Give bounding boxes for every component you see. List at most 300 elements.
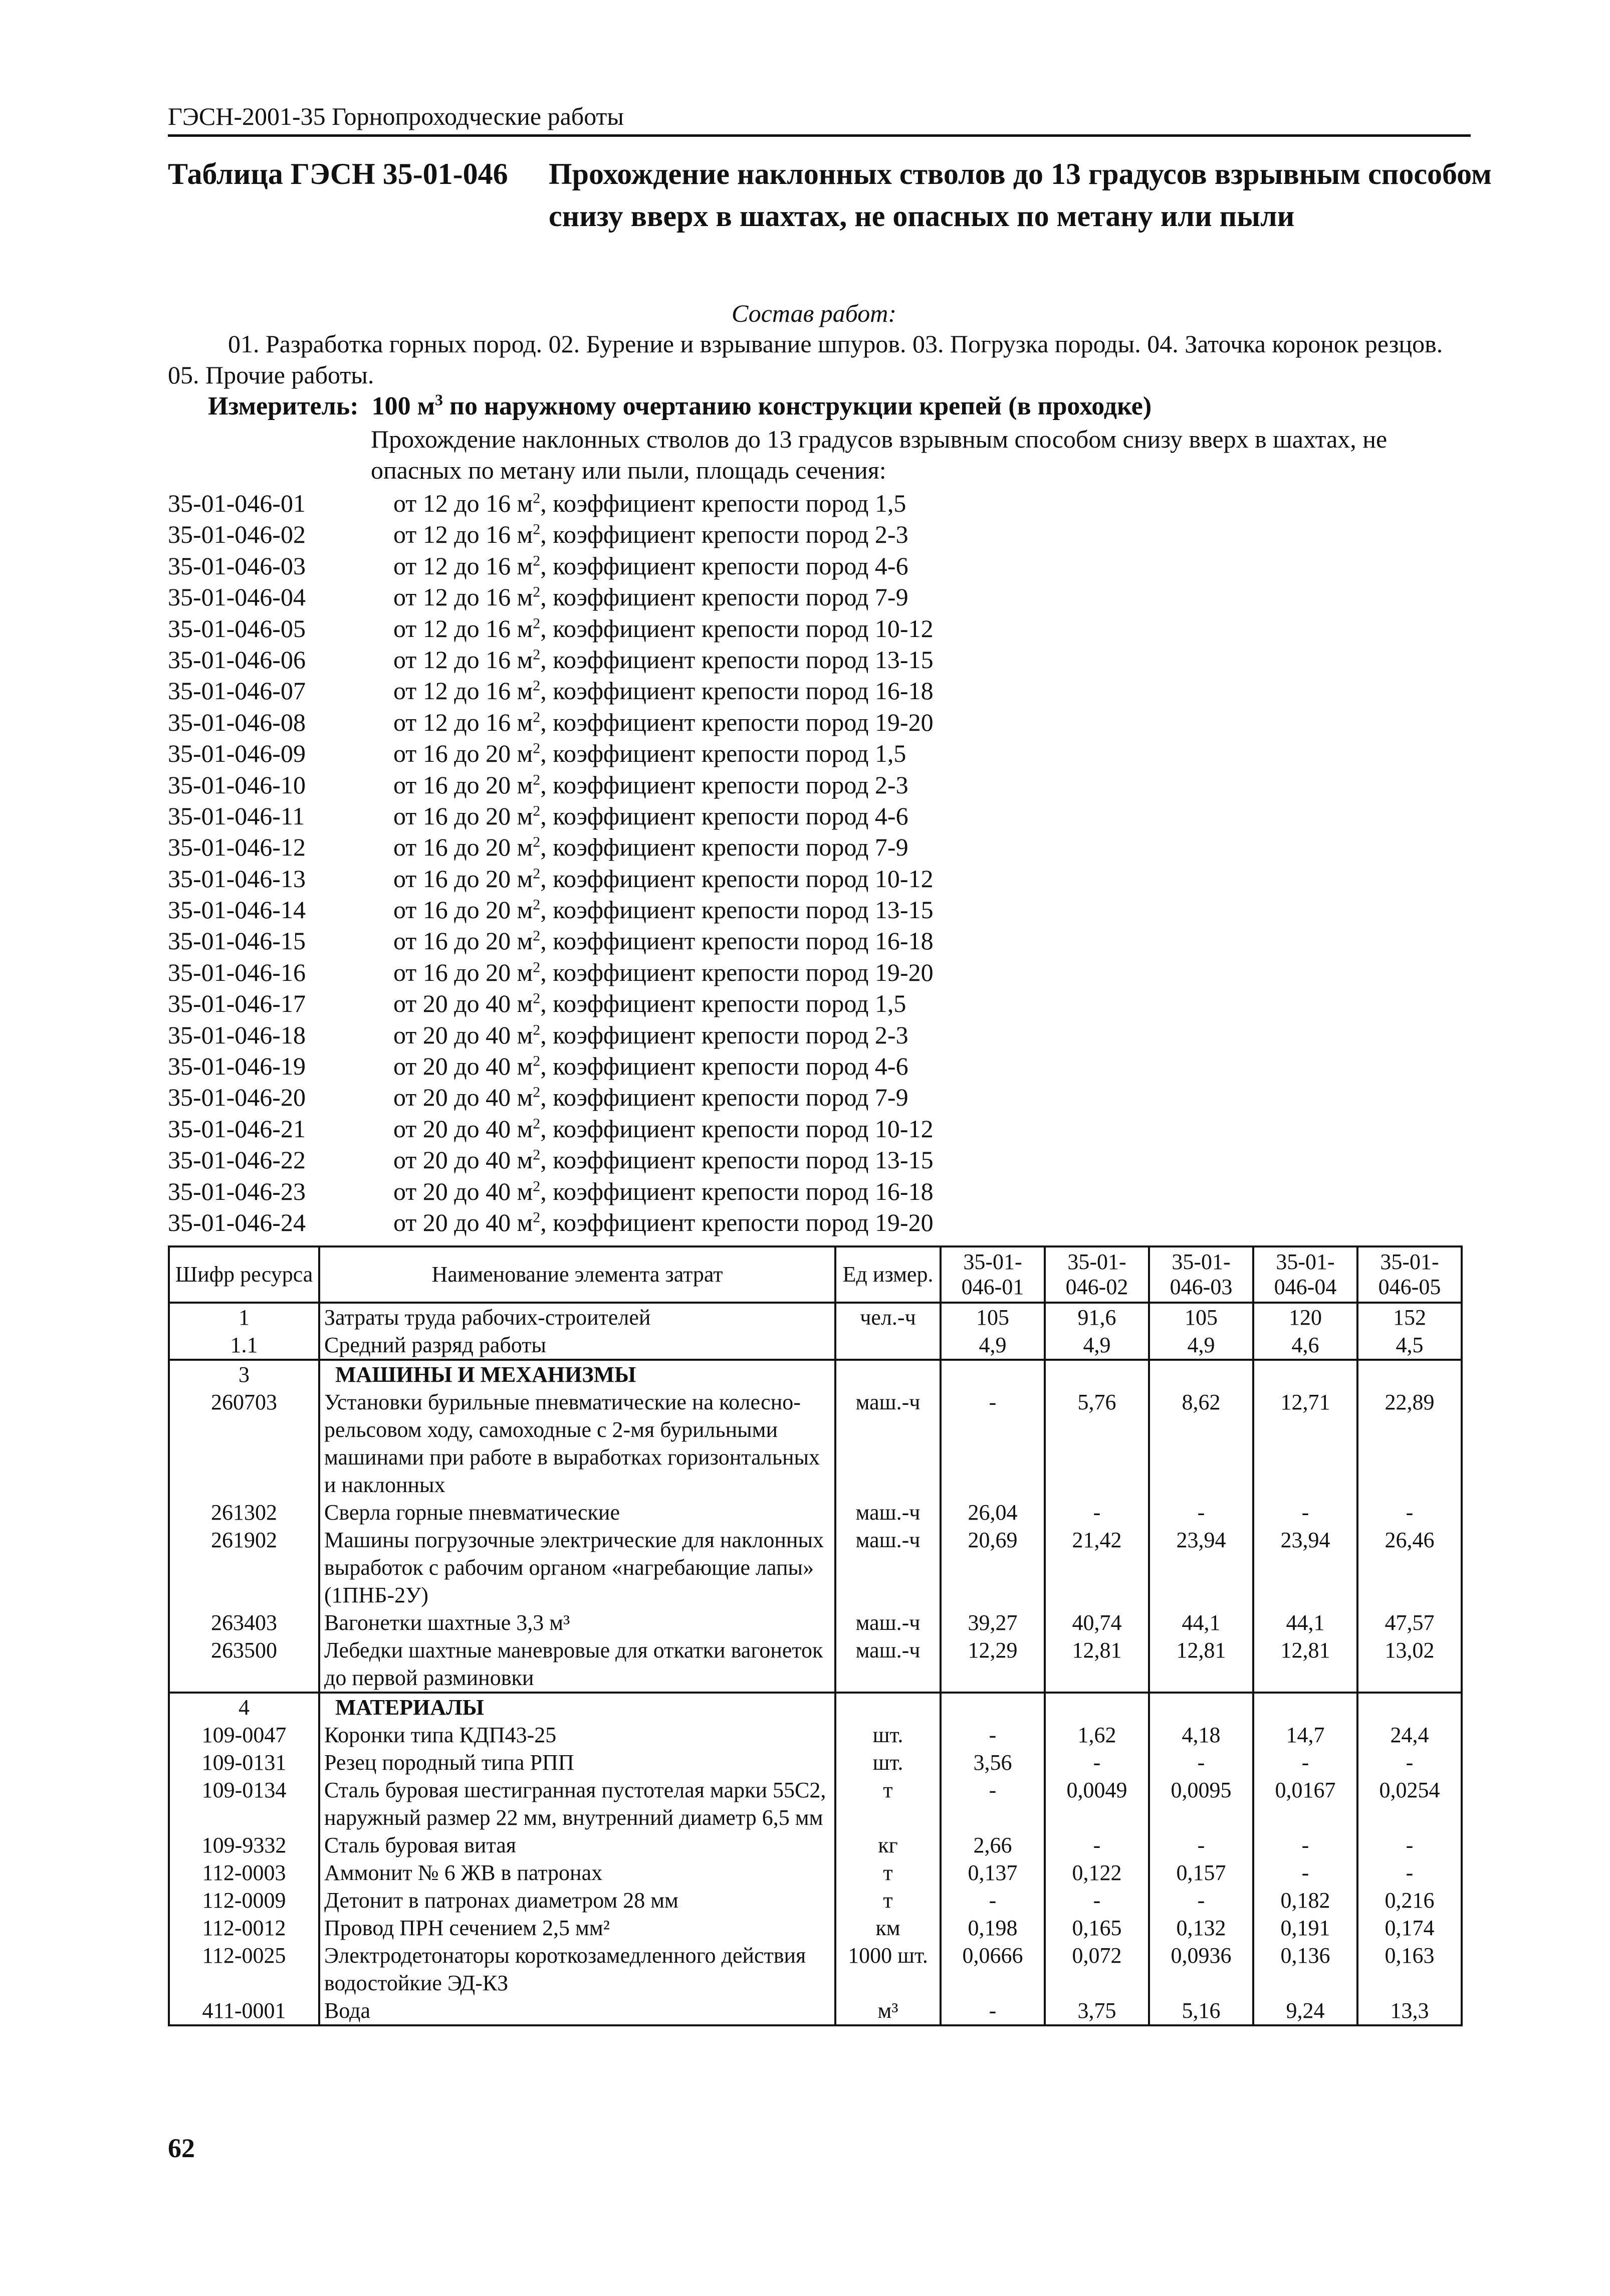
code-area: от 12 до 16 м <box>393 551 533 580</box>
code-rest: , коэффициент крепости пород 4-6 <box>540 801 908 830</box>
code-rest: , коэффициент крепости пород 10-12 <box>540 614 934 643</box>
resource-value: 0,0167 <box>1253 1776 1357 1831</box>
resource-unit: шт. <box>835 1749 941 1776</box>
resource-value: 3,75 <box>1045 1997 1149 2025</box>
resource-value <box>1253 1693 1357 1721</box>
resource-unit: маш.-ч <box>835 1609 941 1636</box>
resource-value: - <box>1149 1749 1253 1776</box>
code-rest: , коэффициент крепости пород 2-3 <box>540 520 908 549</box>
resource-value: - <box>1357 1831 1462 1859</box>
resource-value: 120 <box>1253 1303 1357 1331</box>
resource-unit: маш.-ч <box>835 1499 941 1526</box>
resource-value: - <box>1045 1749 1149 1776</box>
resource-value: 13,02 <box>1357 1636 1462 1693</box>
table-row <box>169 1609 1462 1636</box>
code-id: 35-01-046-04 <box>168 583 306 611</box>
code-area: от 16 до 20 м <box>393 958 533 986</box>
code-description <box>393 894 934 925</box>
code-row <box>168 1082 1471 1113</box>
resource-code: 261302 <box>169 1499 319 1526</box>
header-cell: Шифр ресурса <box>169 1246 319 1303</box>
code-row <box>168 831 1471 863</box>
resource-value: 20,69 <box>941 1526 1045 1609</box>
code-area: от 20 до 40 м <box>393 1083 533 1112</box>
resource-value: 4,9 <box>941 1331 1045 1360</box>
table-title-text: Прохождение наклонных стволов до 13 градусов взрывным способом снизу вверх в шахтах, не опасных по метану или пыли <box>549 157 1492 233</box>
resource-value <box>1357 1693 1462 1721</box>
code-description <box>393 1207 934 1238</box>
code-description <box>393 1051 908 1082</box>
table-row <box>169 1360 1462 1388</box>
page-number: 62 <box>168 2133 195 2163</box>
resource-value: 4,9 <box>1149 1331 1253 1360</box>
code-description <box>393 1176 934 1207</box>
resource-unit: т <box>835 1859 941 1887</box>
code-row <box>168 925 1471 956</box>
resource-code: 112-0009 <box>169 1887 319 1914</box>
meter-value: 100 м <box>371 392 435 421</box>
resource-value: - <box>941 1997 1045 2025</box>
code-row <box>168 1176 1471 1207</box>
resource-name: Затраты труда рабочих-строителей <box>319 1303 835 1331</box>
code-rest: , коэффициент крепости пород 16-18 <box>540 677 934 705</box>
resource-value: - <box>1045 1887 1149 1914</box>
resource-unit: чел.-ч <box>835 1303 941 1331</box>
code-rest: , коэффициент крепости пород 16-18 <box>540 927 934 955</box>
table-body <box>169 1303 1462 2025</box>
resource-value: 0,0936 <box>1149 1942 1253 1997</box>
header-cell: Ед измер. <box>835 1246 941 1303</box>
code-area-sup: 2 <box>533 1209 541 1226</box>
table-row <box>169 1526 1462 1609</box>
resource-code: 1.1 <box>169 1331 319 1360</box>
code-area-sup: 2 <box>533 1146 541 1163</box>
table-row <box>169 1331 1462 1360</box>
code-id: 35-01-046-07 <box>168 677 306 705</box>
resource-value: 4,9 <box>1045 1331 1149 1360</box>
code-area: от 20 до 40 м <box>393 1208 533 1236</box>
resource-value: 44,1 <box>1149 1609 1253 1636</box>
resource-value: 9,24 <box>1253 1997 1357 2025</box>
code-id: 35-01-046-10 <box>168 770 306 799</box>
resource-value: 0,198 <box>941 1914 1045 1942</box>
resource-unit: кг <box>835 1831 941 1859</box>
resource-value: 12,81 <box>1149 1636 1253 1693</box>
resource-code: 3 <box>169 1360 319 1388</box>
code-area: от 12 до 16 м <box>393 645 533 674</box>
code-rest: , коэффициент крепости пород 19-20 <box>540 1208 934 1236</box>
code-id: 35-01-046-18 <box>168 1020 306 1049</box>
code-id: 35-01-046-05 <box>168 614 306 643</box>
code-area: от 20 до 40 м <box>393 989 533 1018</box>
resource-name: Провод ПРН сечением 2,5 мм² <box>319 1914 835 1942</box>
code-area-sup: 2 <box>533 646 541 663</box>
resource-value: 0,072 <box>1045 1942 1149 1997</box>
code-area-sup: 2 <box>533 833 541 851</box>
code-id: 35-01-046-23 <box>168 1177 306 1205</box>
code-area: от 12 до 16 м <box>393 708 533 736</box>
resource-value: - <box>1357 1859 1462 1887</box>
resource-name: Коронки типа КДП43-25 <box>319 1721 835 1749</box>
resource-value: 0,0095 <box>1149 1776 1253 1831</box>
code-area-sup: 2 <box>533 614 541 632</box>
resource-value: 14,7 <box>1253 1721 1357 1749</box>
resource-value: - <box>1253 1499 1357 1526</box>
code-area: от 12 до 16 м <box>393 489 533 517</box>
code-area: от 16 до 20 м <box>393 927 533 955</box>
code-id: 35-01-046-24 <box>168 1208 306 1236</box>
table-row <box>169 1887 1462 1914</box>
resource-value: 0,165 <box>1045 1914 1149 1942</box>
header-cell: 35-01-046-01 <box>941 1246 1045 1303</box>
resource-value: 105 <box>941 1303 1045 1331</box>
code-row <box>168 707 1471 738</box>
resource-value: 0,0049 <box>1045 1776 1149 1831</box>
code-area-sup: 2 <box>533 1053 541 1070</box>
table-row <box>169 1721 1462 1749</box>
resource-value: 5,16 <box>1149 1997 1253 2025</box>
code-description <box>393 707 934 738</box>
code-description <box>393 863 934 894</box>
resource-value <box>1045 1693 1149 1721</box>
table-row <box>169 1859 1462 1887</box>
header-rule <box>168 134 1471 137</box>
resource-value: 12,81 <box>1253 1636 1357 1693</box>
code-description <box>393 581 908 612</box>
code-area: от 20 до 40 м <box>393 1114 533 1143</box>
meter-sup: 3 <box>435 390 443 409</box>
resource-value: 0,157 <box>1149 1859 1253 1887</box>
resource-value: 24,4 <box>1357 1721 1462 1749</box>
code-row <box>168 957 1471 988</box>
code-area: от 16 до 20 м <box>393 739 533 768</box>
resource-unit <box>835 1693 941 1721</box>
code-id: 35-01-046-02 <box>168 520 306 549</box>
code-id: 35-01-046-11 <box>168 801 305 830</box>
meter-rest: по наружному очертанию конструкции крепей (в проходке) <box>443 392 1152 421</box>
code-area: от 16 до 20 м <box>393 833 533 862</box>
resource-name: Резец породный типа РПП <box>319 1749 835 1776</box>
header-cell: 35-01-046-04 <box>1253 1246 1357 1303</box>
resource-unit: шт. <box>835 1721 941 1749</box>
code-area: от 12 до 16 м <box>393 677 533 705</box>
code-id: 35-01-046-14 <box>168 896 306 924</box>
resource-unit <box>835 1331 941 1360</box>
intro-text: Прохождение наклонных стволов до 13 градусов взрывным способом снизу вверх в шахтах, не опасных по метану или пыли, площадь сечения: <box>371 425 1388 484</box>
code-description <box>393 800 908 831</box>
code-area-sup: 2 <box>533 959 541 976</box>
code-area: от 12 до 16 м <box>393 614 533 643</box>
resource-value: 0,174 <box>1357 1914 1462 1942</box>
resource-name: Сталь буровая шестигранная пустотелая марки 55С2, наружный размер 22 мм, внутренний диаметр 6,5 мм <box>319 1776 835 1831</box>
code-area-sup: 2 <box>533 1084 541 1101</box>
resource-value: 0,0666 <box>941 1942 1045 1997</box>
resource-code: 109-0131 <box>169 1749 319 1776</box>
header-cell: 35-01-046-05 <box>1357 1246 1462 1303</box>
resource-value: 0,191 <box>1253 1914 1357 1942</box>
code-id: 35-01-046-12 <box>168 833 306 862</box>
resource-value: 22,89 <box>1357 1388 1462 1499</box>
code-area: от 12 до 16 м <box>393 583 533 611</box>
code-description <box>393 957 934 988</box>
code-rest: , коэффициент крепости пород 19-20 <box>540 708 934 736</box>
code-row <box>168 1113 1471 1144</box>
resource-unit: маш.-ч <box>835 1388 941 1499</box>
resource-value: - <box>1149 1499 1253 1526</box>
resource-value: 26,04 <box>941 1499 1045 1526</box>
resource-value: - <box>941 1721 1045 1749</box>
resource-value: - <box>941 1776 1045 1831</box>
code-rest: , коэффициент крепости пород 10-12 <box>540 864 934 893</box>
resource-value: 39,27 <box>941 1609 1045 1636</box>
code-rest: , коэффициент крепости пород 2-3 <box>540 1020 908 1049</box>
resource-value: 0,0254 <box>1357 1776 1462 1831</box>
resource-value: 23,94 <box>1149 1526 1253 1609</box>
code-rest: , коэффициент крепости пород 1,5 <box>540 989 906 1018</box>
resource-value: 44,1 <box>1253 1609 1357 1636</box>
code-area: от 12 до 16 м <box>393 520 533 549</box>
resource-value: - <box>1357 1749 1462 1776</box>
resource-value: 0,163 <box>1357 1942 1462 1997</box>
code-description <box>393 488 906 519</box>
code-area-sup: 2 <box>533 990 541 1007</box>
resource-name: Вагонетки шахтные 3,3 м³ <box>319 1609 835 1636</box>
resource-value: 40,74 <box>1045 1609 1149 1636</box>
code-area-sup: 2 <box>533 896 541 913</box>
resource-name: МАТЕРИАЛЫ <box>319 1693 835 1721</box>
resource-value: 0,216 <box>1357 1887 1462 1914</box>
resource-value <box>1357 1360 1462 1388</box>
code-description <box>393 738 906 769</box>
resource-value: 0,137 <box>941 1859 1045 1887</box>
resource-code: 411-0001 <box>169 1997 319 2025</box>
table-row <box>169 1499 1462 1526</box>
code-description <box>393 1113 934 1144</box>
code-area-sup: 2 <box>533 709 541 726</box>
code-area: от 20 до 40 м <box>393 1146 533 1174</box>
code-area: от 20 до 40 м <box>393 1052 533 1081</box>
resource-code: 263403 <box>169 1609 319 1636</box>
header-cell: 35-01-046-02 <box>1045 1246 1149 1303</box>
resource-value: 0,136 <box>1253 1942 1357 1997</box>
code-rest: , коэффициент крепости пород 13-15 <box>540 645 934 674</box>
code-area: от 20 до 40 м <box>393 1177 533 1205</box>
resource-code: 109-0047 <box>169 1721 319 1749</box>
code-rest: , коэффициент крепости пород 13-15 <box>540 1146 934 1174</box>
code-area-sup: 2 <box>533 1021 541 1038</box>
code-row <box>168 894 1471 925</box>
resource-unit: т <box>835 1776 941 1831</box>
resource-code: 1 <box>169 1303 319 1331</box>
code-area-sup: 2 <box>533 552 541 569</box>
code-area: от 16 до 20 м <box>393 864 533 893</box>
table-row <box>169 1776 1462 1831</box>
code-rest: , коэффициент крепости пород 4-6 <box>540 1052 908 1081</box>
code-rest: , коэффициент крепости пород 7-9 <box>540 583 908 611</box>
code-id: 35-01-046-01 <box>168 489 306 517</box>
code-area-sup: 2 <box>533 1115 541 1132</box>
resource-value: - <box>1149 1887 1253 1914</box>
code-description <box>393 550 908 581</box>
resource-value: 12,29 <box>941 1636 1045 1693</box>
code-row <box>168 675 1471 706</box>
resource-unit: м³ <box>835 1997 941 2025</box>
table-row <box>169 1303 1462 1331</box>
composition-heading: Состав работ: <box>732 299 897 327</box>
resource-value: 91,6 <box>1045 1303 1149 1331</box>
code-description <box>393 925 934 956</box>
code-description <box>393 675 934 706</box>
code-description <box>393 769 908 800</box>
resource-name: Сталь буровая витая <box>319 1831 835 1859</box>
resource-value <box>1149 1360 1253 1388</box>
header-cell: Наименование элемента затрат <box>319 1246 835 1303</box>
code-row <box>168 988 1471 1019</box>
resource-value: 4,18 <box>1149 1721 1253 1749</box>
code-rest: , коэффициент крепости пород 1,5 <box>540 739 906 768</box>
table-row <box>169 1997 1462 2025</box>
resource-value: 12,71 <box>1253 1388 1357 1499</box>
resource-name: Электродетонаторы короткозамедленного действия водостойкие ЭД-КЗ <box>319 1942 835 1997</box>
resource-code: 260703 <box>169 1388 319 1499</box>
resource-name: Вода <box>319 1997 835 2025</box>
code-area-sup: 2 <box>533 1177 541 1194</box>
code-area: от 16 до 20 м <box>393 896 533 924</box>
code-description <box>393 1019 908 1051</box>
code-area: от 16 до 20 м <box>393 801 533 830</box>
resource-code: 263500 <box>169 1636 319 1693</box>
table-row <box>169 1749 1462 1776</box>
resource-value: - <box>1149 1831 1253 1859</box>
resource-value: 12,81 <box>1045 1636 1149 1693</box>
resource-value: 47,57 <box>1357 1609 1462 1636</box>
resource-code: 109-0134 <box>169 1776 319 1831</box>
resource-name: Аммонит № 6 ЖВ в патронах <box>319 1859 835 1887</box>
code-row <box>168 769 1471 800</box>
resource-name: Средний разряд работы <box>319 1331 835 1360</box>
resource-unit: т <box>835 1887 941 1914</box>
resource-value: 26,46 <box>1357 1526 1462 1609</box>
resource-unit: маш.-ч <box>835 1526 941 1609</box>
running-header: ГЭСН-2001-35 Горнопроходческие работы <box>168 102 624 130</box>
resource-value: - <box>941 1388 1045 1499</box>
meter-line <box>208 391 1152 422</box>
code-row <box>168 613 1471 644</box>
resource-value <box>941 1693 1045 1721</box>
code-id: 35-01-046-17 <box>168 989 306 1018</box>
resource-value: 2,66 <box>941 1831 1045 1859</box>
code-rest: , коэффициент крепости пород 2-3 <box>540 770 908 799</box>
resource-value: 105 <box>1149 1303 1253 1331</box>
code-id: 35-01-046-16 <box>168 958 306 986</box>
code-description <box>393 613 934 644</box>
table-row <box>169 1636 1462 1693</box>
code-row <box>168 738 1471 769</box>
resource-name: МАШИНЫ И МЕХАНИЗМЫ <box>319 1360 835 1388</box>
code-description <box>393 1082 908 1113</box>
resource-name: Сверла горные пневматические <box>319 1499 835 1526</box>
resource-code: 112-0012 <box>169 1914 319 1942</box>
resource-value: 21,42 <box>1045 1526 1149 1609</box>
resource-value: 4,6 <box>1253 1331 1357 1360</box>
resource-name: Машины погрузочные электрические для наклонных выработок с рабочим органом «нагребающие лапы» (1ПНБ-2У) <box>319 1526 835 1609</box>
composition-text: 01. Разработка горных пород. 02. Бурение и взрывание шпуров. 03. Погрузка породы. 04. Заточка коронок резцов. 05. Прочие работы. <box>168 330 1443 389</box>
resource-code: 261902 <box>169 1526 319 1609</box>
code-id: 35-01-046-20 <box>168 1083 306 1112</box>
resource-value: 0,132 <box>1149 1914 1253 1942</box>
header-cell: 35-01-046-03 <box>1149 1246 1253 1303</box>
code-description <box>393 519 908 550</box>
resource-value: 0,122 <box>1045 1859 1149 1887</box>
resource-unit: км <box>835 1914 941 1942</box>
resource-value: 5,76 <box>1045 1388 1149 1499</box>
code-area-sup: 2 <box>533 740 541 757</box>
resource-name: Установки бурильные пневматические на колесно-рельсовом ходу, самоходные с 2-мя бурильными машинами при работе в выработках горизонтальных и наклонных <box>319 1388 835 1499</box>
resource-value: 3,56 <box>941 1749 1045 1776</box>
cost-table <box>168 1245 1463 2026</box>
code-row <box>168 550 1471 581</box>
resource-value: - <box>1253 1859 1357 1887</box>
table-title-label: Таблица ГЭСН 35-01-046 <box>168 157 508 190</box>
code-rest: , коэффициент крепости пород 7-9 <box>540 833 908 862</box>
code-row <box>168 581 1471 612</box>
code-id: 35-01-046-21 <box>168 1114 306 1143</box>
table-row <box>169 1942 1462 1997</box>
resource-code: 109-9332 <box>169 1831 319 1859</box>
resource-value: 4,5 <box>1357 1331 1462 1360</box>
code-rest: , коэффициент крепости пород 16-18 <box>540 1177 934 1205</box>
code-row <box>168 488 1471 519</box>
code-area: от 20 до 40 м <box>393 1020 533 1049</box>
code-row <box>168 1019 1471 1051</box>
resource-unit <box>835 1360 941 1388</box>
code-row <box>168 1207 1471 1238</box>
table-row <box>169 1831 1462 1859</box>
code-description <box>393 1144 934 1175</box>
resource-value: - <box>1045 1499 1149 1526</box>
resource-value <box>1253 1360 1357 1388</box>
code-area-sup: 2 <box>533 927 541 944</box>
code-area-sup: 2 <box>533 583 541 600</box>
code-area-sup: 2 <box>533 490 541 507</box>
code-id: 35-01-046-03 <box>168 551 306 580</box>
resource-value <box>941 1360 1045 1388</box>
code-area-sup: 2 <box>533 802 541 819</box>
resource-value: 23,94 <box>1253 1526 1357 1609</box>
code-list <box>168 488 1471 1238</box>
code-rest: , коэффициент крепости пород 7-9 <box>540 1083 908 1112</box>
code-area-sup: 2 <box>533 677 541 694</box>
code-area: от 16 до 20 м <box>393 770 533 799</box>
resource-value: - <box>1253 1749 1357 1776</box>
resource-value: - <box>1253 1831 1357 1859</box>
code-area-sup: 2 <box>533 521 541 538</box>
resource-code: 4 <box>169 1693 319 1721</box>
code-id: 35-01-046-09 <box>168 739 306 768</box>
resource-unit: маш.-ч <box>835 1636 941 1693</box>
resource-code: 112-0003 <box>169 1859 319 1887</box>
resource-name: Детонит в патронах диаметром 28 мм <box>319 1887 835 1914</box>
resource-name: Лебедки шахтные маневровые для откатки вагонеток до первой разминовки <box>319 1636 835 1693</box>
code-row <box>168 863 1471 894</box>
code-id: 35-01-046-06 <box>168 645 306 674</box>
resource-code: 112-0025 <box>169 1942 319 1997</box>
code-id: 35-01-046-19 <box>168 1052 306 1081</box>
resource-value: 152 <box>1357 1303 1462 1331</box>
code-row <box>168 1144 1471 1175</box>
resource-unit: 1000 шт. <box>835 1942 941 1997</box>
code-id: 35-01-046-08 <box>168 708 306 736</box>
